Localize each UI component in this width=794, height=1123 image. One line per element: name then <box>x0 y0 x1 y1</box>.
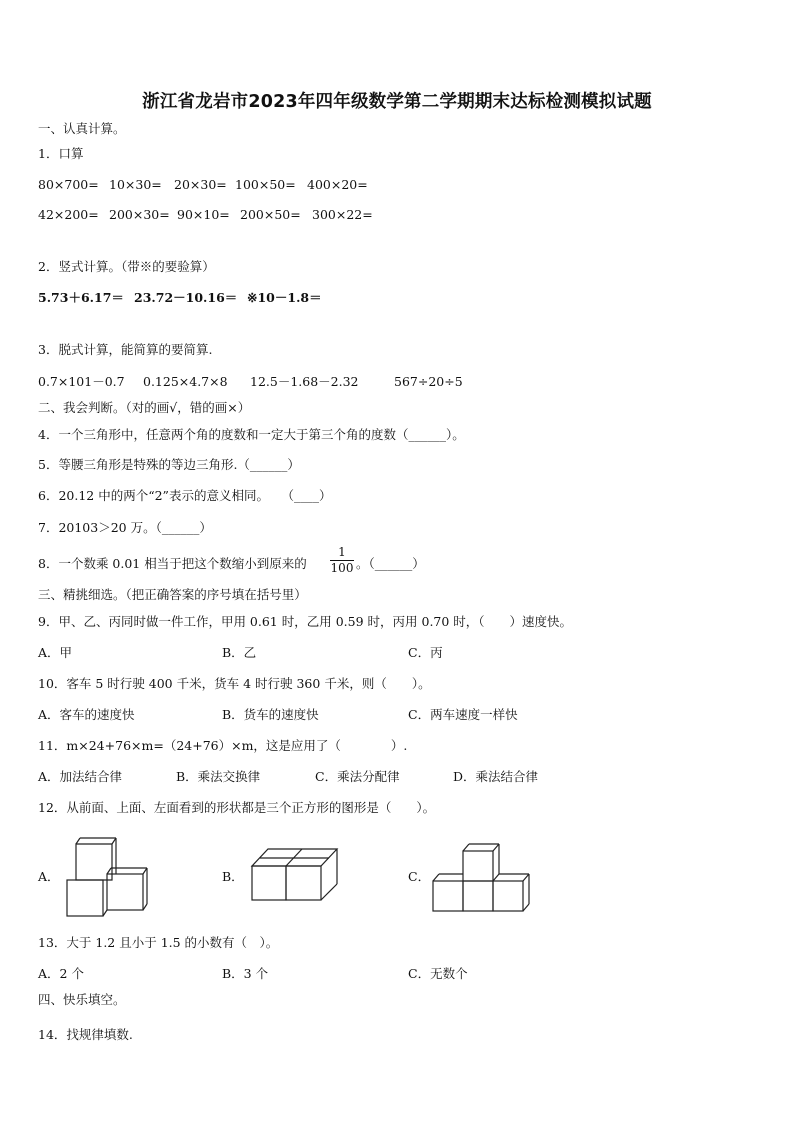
option-a: A．甲 <box>38 645 73 660</box>
oral-calc-item: 80×700= <box>38 177 99 192</box>
figure-option-a-cubes <box>66 836 152 918</box>
cube-edge <box>107 868 111 874</box>
cube-edge <box>143 904 147 910</box>
step-calc-item: 0.7×101－0.7 <box>38 374 125 389</box>
question-3-label: 3．脱式计算，能简算的要简算. <box>38 342 213 357</box>
cube-edge <box>523 874 529 881</box>
oral-calc-item: 90×10= <box>177 207 230 222</box>
question-5: 5．等腰三角形是特殊的等边三角形.（______） <box>38 457 300 472</box>
vertical-calc-item: 5.73＋6.17＝ <box>38 290 124 305</box>
fraction-denominator: 100 <box>330 561 354 575</box>
cube-front-face <box>286 866 321 900</box>
question-10-stem: 10．客车 5 时行驶 400 千米，货车 4 时行驶 360 千米，则（ ）。 <box>38 676 431 691</box>
question-2-label: 2．竖式计算。（带※的要验算） <box>38 259 215 274</box>
option-a: A．客车的速度快 <box>38 707 135 722</box>
question-12-stem: 12．从前面、上面、左面看到的形状都是三个正方形的图形是（ ）。 <box>38 800 436 815</box>
question-4: 4．一个三角形中，任意两个角的度数和一定大于第三个角的度数（______）。 <box>38 427 465 442</box>
option-b: B．乙 <box>222 645 257 660</box>
cube-edge <box>463 844 469 851</box>
question-11-stem: 11．m×24+76×m=（24+76）×m，这是应用了（ ）. <box>38 738 408 753</box>
figure-option-b-cubes <box>251 848 339 904</box>
fraction-numerator: 1 <box>338 545 346 559</box>
step-calc-item: 12.5－1.68－2.32 <box>250 374 359 389</box>
section-heading-2: 二、我会判断。（对的画√，错的画×） <box>38 400 251 415</box>
vertical-calc-item: ※10－1.8＝ <box>247 290 322 305</box>
fraction-one-hundredth <box>330 546 354 575</box>
question-8-text: 8．一个数乘 0.01 相当于把这个数缩小到原来的 <box>38 556 307 571</box>
question-9-stem: 9．甲、乙、丙同时做一件工作，甲用 0.61 时，乙用 0.59 时，丙用 0.70 时，（ ）速度快。 <box>38 614 573 629</box>
option-b: B．乘法交换律 <box>176 769 261 784</box>
cube-front-face <box>252 866 286 900</box>
option-a: A．加法结合律 <box>38 769 123 784</box>
cube-edge <box>493 874 499 881</box>
oral-calc-item: 200×30= <box>109 207 170 222</box>
cube-front-face <box>493 881 523 911</box>
option-c: C．无数个 <box>408 966 468 981</box>
option-b: B．3 个 <box>222 966 269 981</box>
cube-edge <box>493 844 499 851</box>
cube-front-face <box>463 851 493 881</box>
figure-option-c-cubes <box>432 843 530 913</box>
step-calc-item: 0.125×4.7×8 <box>143 374 228 389</box>
option-a: A．2 个 <box>38 966 84 981</box>
question-7: 7．20103＞20 万。（______） <box>38 520 212 535</box>
option-b: B． <box>222 869 244 884</box>
page-title: 浙江省龙岩市2023年四年级数学第二学期期末达标检测模拟试题 <box>142 92 652 112</box>
question-13-stem: 13．大于 1.2 且小于 1.5 的小数有（ ）。 <box>38 935 279 950</box>
question-14: 14．找规律填数. <box>38 1027 133 1042</box>
oral-calc-item: 400×20= <box>307 177 368 192</box>
section-heading-1: 一、认真计算。 <box>38 121 126 136</box>
cube-edge <box>76 838 80 844</box>
oral-calc-item: 42×200= <box>38 207 99 222</box>
option-c: C． <box>408 869 431 884</box>
oral-calc-item: 300×22= <box>312 207 373 222</box>
oral-calc-item: 100×50= <box>235 177 296 192</box>
oral-calc-item: 10×30= <box>109 177 162 192</box>
cube-edge <box>321 884 337 900</box>
option-c: C．两车速度一样快 <box>408 707 518 722</box>
oral-calc-item: 20×30= <box>174 177 227 192</box>
option-c: C．丙 <box>408 645 443 660</box>
cube-edge <box>433 874 439 881</box>
cube-front-face <box>463 881 493 911</box>
step-calc-item: 567÷20÷5 <box>394 374 463 389</box>
cube-edge <box>523 904 529 911</box>
section-heading-3: 三、精挑细选。（把正确答案的序号填在括号里） <box>38 587 307 602</box>
option-d: D．乘法结合律 <box>453 769 539 784</box>
cube-front-face <box>67 880 103 916</box>
question-8-blank: 。（______） <box>356 556 425 571</box>
cube-front-face <box>433 881 463 911</box>
question-6: 6．20.12 中的两个“2”表示的意义相同。 （____） <box>38 488 332 503</box>
vertical-calc-item: 23.72－10.16＝ <box>134 290 238 305</box>
question-1-label: 1．口算 <box>38 146 84 161</box>
section-heading-4: 四、快乐填空。 <box>38 992 126 1007</box>
oral-calc-item: 200×50= <box>240 207 301 222</box>
option-b: B．货车的速度快 <box>222 707 319 722</box>
cube-edge <box>143 868 147 874</box>
option-c: C．乘法分配律 <box>315 769 400 784</box>
option-a: A． <box>38 869 60 884</box>
